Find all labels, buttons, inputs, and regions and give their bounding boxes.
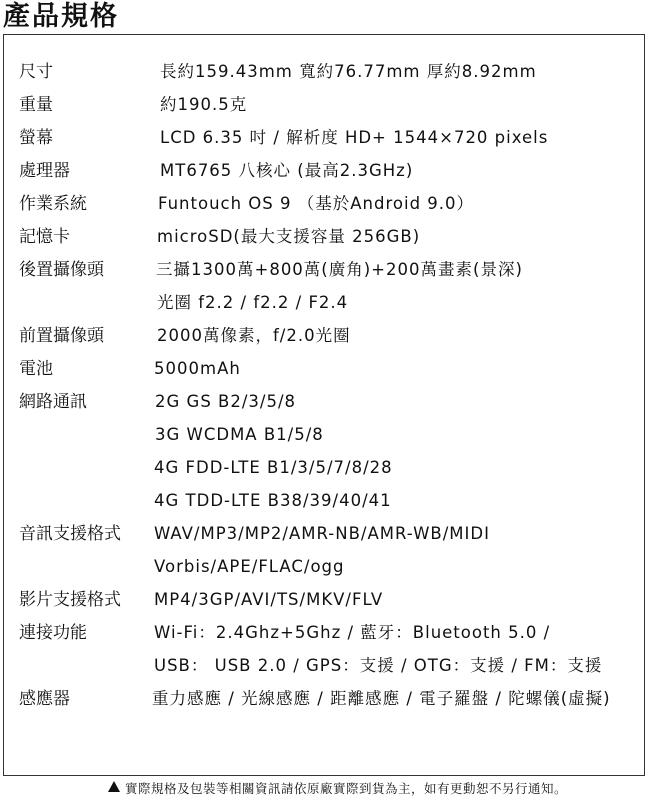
spec-row bbox=[0, 90, 650, 120]
spec-value: 4G FDD-LTE B1/3/5/7/8/28 bbox=[154, 458, 393, 477]
spec-row bbox=[0, 255, 650, 285]
spec-value: WAV/MP3/MP2/AMR-NB/AMR-WB/MIDI bbox=[154, 524, 490, 543]
spec-row bbox=[0, 123, 650, 153]
spec-label: 音訊支援格式 bbox=[19, 524, 121, 544]
spec-label: 連接功能 bbox=[19, 623, 87, 643]
spec-value: LCD 6.35 吋 / 解析度 HD+ 1544×720 pixels bbox=[160, 128, 549, 147]
spec-row bbox=[0, 354, 650, 384]
spec-value: microSD(最大支援容量 256GB) bbox=[157, 227, 421, 246]
spec-value: 三攝1300萬+800萬(廣角)+200萬畫素(景深) bbox=[156, 260, 523, 279]
spec-row bbox=[0, 651, 650, 681]
spec-value: Wi-Fi：2.4Ghz+5Ghz / 藍牙：Bluetooth 5.0 / bbox=[154, 623, 551, 642]
spec-row bbox=[0, 156, 650, 186]
spec-row bbox=[0, 552, 650, 582]
spec-label: 尺寸 bbox=[19, 62, 53, 82]
spec-row bbox=[0, 420, 650, 450]
spec-row bbox=[0, 222, 650, 252]
spec-label: 前置攝像頭 bbox=[19, 326, 104, 346]
spec-value: 重力感應 / 光線感應 / 距離感應 / 電子羅盤 / 陀螺儀(虛擬) bbox=[152, 689, 611, 708]
spec-label: 記憶卡 bbox=[19, 227, 70, 247]
spec-row bbox=[0, 486, 650, 516]
spec-row bbox=[0, 453, 650, 483]
warning-triangle-icon bbox=[108, 781, 120, 792]
spec-label: 作業系統 bbox=[19, 194, 87, 214]
spec-value: 4G TDD-LTE B38/39/40/41 bbox=[154, 491, 392, 510]
spec-row bbox=[0, 585, 650, 615]
spec-value: MT6765 八核心 (最高2.3GHz) bbox=[160, 161, 414, 180]
spec-row bbox=[0, 519, 650, 549]
spec-value: MP4/3GP/AVI/TS/MKV/FLV bbox=[154, 590, 384, 609]
spec-row bbox=[0, 618, 650, 648]
spec-row bbox=[0, 288, 650, 318]
spec-row bbox=[0, 321, 650, 351]
footnote bbox=[0, 777, 650, 800]
spec-row bbox=[0, 189, 650, 219]
spec-value: 2000萬像素，f/2.0光圈 bbox=[157, 326, 351, 345]
spec-label: 影片支援格式 bbox=[19, 590, 121, 610]
spec-value: USB： USB 2.0 / GPS：支援 / OTG：支援 / FM：支援 bbox=[154, 656, 603, 675]
spec-value: 約190.5克 bbox=[160, 95, 248, 114]
spec-value: Vorbis/APE/FLAC/ogg bbox=[154, 557, 345, 576]
spec-label: 感應器 bbox=[19, 689, 70, 709]
spec-label: 後置攝像頭 bbox=[19, 260, 104, 280]
footnote-text: 實際規格及包裝等相關資訊請依原廠實際到貨為主，如有更動恕不另行通知。 bbox=[125, 781, 568, 796]
spec-value: 5000mAh bbox=[154, 359, 241, 378]
spec-row bbox=[0, 684, 650, 714]
spec-value: 3G WCDMA B1/5/8 bbox=[155, 425, 324, 444]
spec-value: 長約159.43mm 寬約76.77mm 厚約8.92mm bbox=[160, 62, 537, 81]
spec-label: 電池 bbox=[19, 359, 53, 379]
spec-value: Funtouch OS 9 （基於Android 9.0） bbox=[158, 194, 475, 213]
spec-label: 網路通訊 bbox=[19, 392, 87, 412]
page-title: 產品規格 bbox=[3, 1, 119, 32]
spec-value: 2G GS B2/3/5/8 bbox=[155, 392, 297, 411]
spec-label: 處理器 bbox=[19, 161, 70, 181]
spec-row bbox=[0, 57, 650, 87]
spec-row bbox=[0, 387, 650, 417]
spec-label: 重量 bbox=[19, 95, 53, 115]
spec-label: 螢幕 bbox=[19, 128, 53, 148]
spec-value: 光圈 f2.2 / f2.2 / F2.4 bbox=[157, 293, 349, 312]
